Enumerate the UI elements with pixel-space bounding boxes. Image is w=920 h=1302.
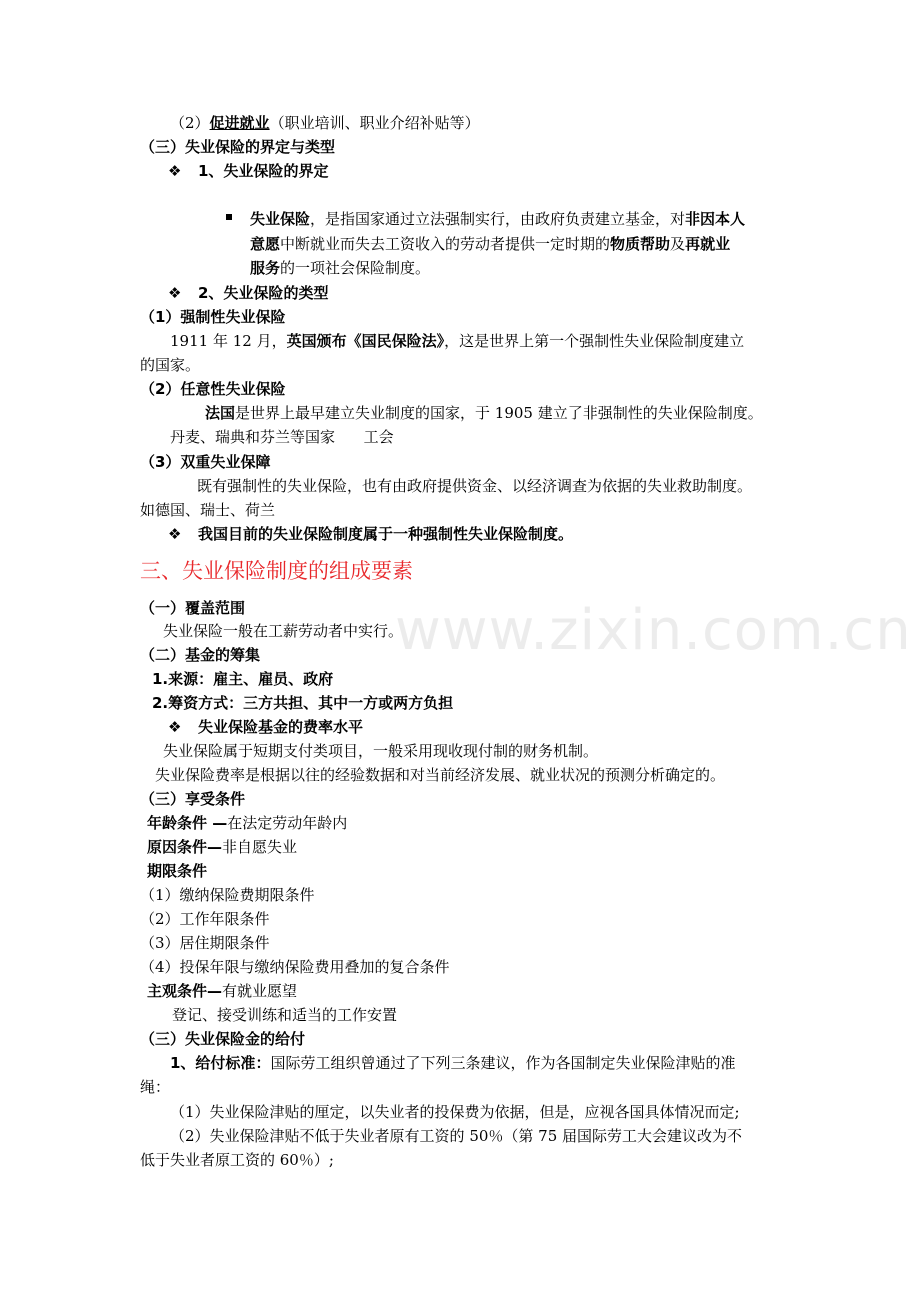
definition-line: [250, 257, 430, 279]
emphasis-text: 非因本人: [685, 210, 746, 228]
text-line: （1）缴纳保险费期限条件: [140, 886, 315, 904]
item-number: （2）: [170, 114, 210, 132]
body-text: 中断就业而失去工资收入的劳动者提供一定时期的: [280, 235, 611, 253]
section-heading: （三）失业保险的界定与类型: [140, 138, 336, 156]
text-line: [170, 112, 480, 134]
text-line: 登记、接受训练和适当的工作安置: [172, 1006, 398, 1024]
body-text: 在法定劳动年龄内: [227, 814, 348, 832]
emphasis-text: 原因条件—: [147, 838, 223, 856]
square-bullet-icon: [226, 214, 232, 220]
bullet-heading: [168, 282, 328, 304]
diamond-bullet-icon: ❖: [168, 284, 182, 302]
chapter-heading: 三、失业保险制度的组成要素: [140, 559, 413, 583]
emphasis-text: 促进就业: [209, 114, 270, 132]
text-line: 的国家。: [140, 356, 201, 374]
bullet-text: 失业保险基金的费率水平: [198, 718, 364, 736]
text-line: [205, 402, 763, 424]
emphasis-text: 服务: [250, 259, 281, 277]
text-line: （2）失业保险津贴不低于失业者原有工资的 50％（第 75 届国际劳工大会建议改为不: [170, 1127, 743, 1145]
text-line: 既有强制性的失业保险，也有由政府提供资金、以经济调查为依据的失业救助制度。: [197, 477, 753, 495]
text-line: （4）投保年限与缴纳保险费用叠加的复合条件: [140, 958, 450, 976]
body-text: 非自愿失业: [222, 838, 298, 856]
subsection-heading: （2）任意性失业保险: [140, 380, 286, 398]
section-heading: （二）基金的筹集: [140, 646, 261, 664]
definition-line: [250, 233, 730, 255]
text-line: 低于失业者原工资的 60％）;: [140, 1151, 334, 1169]
emphasis-text: 意愿: [250, 235, 281, 253]
text-line: 2.筹资方式：三方共担、其中一方或两方负担: [152, 694, 454, 712]
text-line: 失业保险费率是根据以往的经验数据和对当前经济发展、就业状况的预测分析确定的。: [155, 766, 726, 784]
text-line: 绳：: [140, 1078, 171, 1096]
body-text: （职业培训、职业介绍补贴等）: [269, 114, 480, 132]
emphasis-text: 年龄条件 —: [147, 814, 228, 832]
emphasis-text: 再就业: [685, 235, 731, 253]
text-line: （2）工作年限条件: [140, 910, 270, 928]
text-line: 失业保险属于短期支付类项目，一般采用现收现付制的财务机制。: [163, 742, 599, 760]
body-text: 1911 年 12 月，: [170, 332, 287, 350]
body-text: 的一项社会保险制度。: [280, 259, 431, 277]
text-line: （3）居住期限条件: [140, 934, 270, 952]
emphasis-text: 主观条件—: [147, 982, 223, 1000]
bullet-heading: [168, 523, 573, 545]
bullet-text: 2、失业保险的类型: [198, 284, 329, 302]
emphasis-text: 1、给付标准：: [170, 1054, 271, 1072]
text-line: [170, 1052, 735, 1074]
diamond-bullet-icon: ❖: [168, 162, 182, 180]
text-line: [170, 330, 744, 352]
text-line: 1.来源：雇主、雇员、政府: [152, 670, 334, 688]
bullet-text: 我国目前的失业保险制度属于一种强制性失业保险制度。: [198, 525, 574, 543]
text-line: 期限条件: [147, 862, 208, 880]
subsection-heading: （3）双重失业保障: [140, 453, 271, 471]
diamond-bullet-icon: ❖: [168, 718, 182, 736]
text-line: [147, 980, 297, 1002]
watermark: www.zixin.com.cn: [395, 598, 912, 663]
body-text: 及: [670, 235, 686, 253]
diamond-bullet-icon: ❖: [168, 525, 182, 543]
text-line: [147, 836, 297, 858]
body-text: ，这是世界上第一个强制性失业保险制度建立: [444, 332, 745, 350]
bullet-text: 1、失业保险的界定: [198, 162, 329, 180]
text-line: （1）失业保险津贴的厘定，以失业者的投保费为依据，但是，应视各国具体情况而定;: [170, 1103, 740, 1121]
definition-line: [250, 208, 745, 230]
emphasis-text: 法国: [205, 404, 236, 422]
emphasis-text: 失业保险: [250, 210, 311, 228]
section-heading: （一）覆盖范围: [140, 599, 246, 617]
text-line: 失业保险一般在工薪劳动者中实行。: [163, 622, 404, 640]
section-heading: （三）失业保险金的给付: [140, 1030, 306, 1048]
text-line: 丹麦、瑞典和芬兰等国家 工会: [170, 428, 394, 446]
section-heading: （三）享受条件: [140, 790, 246, 808]
body-text: 是世界上最早建立失业制度的国家，于 1905 建立了非强制性的失业保险制度。: [235, 404, 763, 422]
body-text: 有就业愿望: [222, 982, 298, 1000]
text-line: 如德国、瑞士、荷兰: [140, 501, 276, 519]
bullet-heading: [168, 160, 328, 182]
text-line: [147, 812, 347, 834]
emphasis-text: 英国颁布《国民保险法》: [286, 332, 445, 350]
body-text: 国际劳工组织曾通过了下列三条建议，作为各国制定失业保险津贴的准: [270, 1054, 736, 1072]
body-text: ，是指国家通过立法强制实行，由政府负责建立基金，对: [310, 210, 686, 228]
emphasis-text: 物质帮助: [610, 235, 671, 253]
subsection-heading: （1）强制性失业保险: [140, 308, 286, 326]
bullet-heading: [168, 716, 363, 738]
